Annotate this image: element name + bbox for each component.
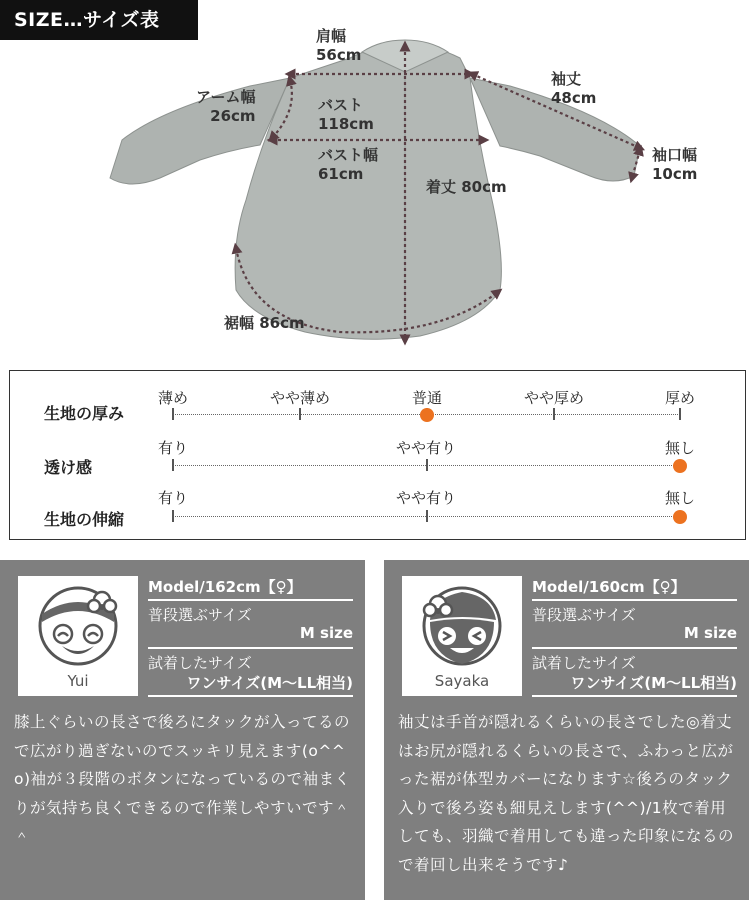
thickness-tick-mark <box>679 408 681 420</box>
divider <box>148 647 353 649</box>
thickness-tick-mark <box>172 408 174 420</box>
divider <box>148 695 353 697</box>
thickness-tick-mark <box>299 408 301 420</box>
bust-width-label: バスト幅 61cm <box>318 146 379 183</box>
transparency-tick-2: 無し <box>664 439 696 457</box>
avatar <box>18 576 138 696</box>
tried-size-value: ワンサイズ(M〜LL相当) <box>570 674 737 692</box>
staff-comment: 袖丈は手首が隠れるくらいの長さでした◎着丈はお尻が隠れるくらいの長さで、ふわっと広がった裾が体型カバーになります☆後ろのタック入りで後ろ姿も細見えします(^^)/1枚で着用しても、羽織で着用しても違った印象になるので着回し出来そうです♪ <box>398 713 735 874</box>
divider <box>532 695 737 697</box>
avatar-name: Yui <box>67 672 89 690</box>
transparency-label: 透け感 <box>44 458 93 477</box>
thickness-tick-3: やや厚め <box>523 389 585 407</box>
staff-comment: 膝上ぐらいの長さで後ろにタックが入ってるので広がり過ぎないのでスッキリ見えます(o^^o)袖が３段階のボタンになっているので袖まくりが気持ち良くできるので作業しやすいです＾＾ <box>14 713 351 845</box>
usual-size-label: 普段選ぶサイズ <box>532 606 636 624</box>
usual-size-value: M size <box>299 624 353 642</box>
staff-card-yui <box>0 560 365 900</box>
stretch-label: 生地の伸縮 <box>44 510 125 529</box>
arm-label: アーム幅 26cm <box>196 88 256 125</box>
transparency-tick-0: 有り <box>157 439 189 457</box>
model-info: Model/160cm【♀】 <box>532 578 686 596</box>
tried-size-label: 試着したサイズ <box>532 654 636 672</box>
stretch-tick-mark <box>426 510 428 522</box>
divider <box>532 647 737 649</box>
stretch-tick-mark <box>172 510 174 522</box>
size-header-tag: SIZE…サイズ表 <box>0 0 198 40</box>
transparency-tick-mark <box>426 459 428 471</box>
length-label: 着丈 80cm <box>426 178 507 196</box>
usual-size-value: M size <box>683 624 737 642</box>
thickness-selected-dot <box>420 408 434 422</box>
sleeve-label: 袖丈 48cm <box>551 70 597 107</box>
stretch-selected-dot <box>673 510 687 524</box>
staff-card-sayaka <box>384 560 749 900</box>
stretch-tick-0: 有り <box>157 489 189 507</box>
sayaka-face-icon <box>402 576 522 676</box>
cuff-label: 袖口幅 10cm <box>652 146 698 183</box>
divider <box>148 599 353 601</box>
bust-label: バスト 118cm <box>318 96 374 133</box>
fabric-scale-box <box>9 370 746 540</box>
stretch-tick-1: やや有り <box>395 489 457 507</box>
thickness-label: 生地の厚み <box>44 404 125 423</box>
stretch-tick-2: 無し <box>664 489 696 507</box>
thickness-tick-1: やや薄め <box>269 389 331 407</box>
thickness-tick-0: 薄め <box>157 389 189 407</box>
transparency-tick-1: やや有り <box>395 439 457 457</box>
usual-size-label: 普段選ぶサイズ <box>148 606 252 624</box>
hem-label: 裾幅 86cm <box>224 314 305 332</box>
avatar-name: Sayaka <box>434 672 490 690</box>
divider <box>532 599 737 601</box>
avatar <box>402 576 522 696</box>
shoulder-label: 肩幅 56cm <box>316 27 362 64</box>
transparency-selected-dot <box>673 459 687 473</box>
tried-size-label: 試着したサイズ <box>148 654 252 672</box>
thickness-tick-4: 厚め <box>664 389 696 407</box>
tried-size-value: ワンサイズ(M〜LL相当) <box>186 674 353 692</box>
model-info: Model/162cm【♀】 <box>148 578 302 596</box>
yui-face-icon <box>18 576 138 676</box>
thickness-tick-mark <box>553 408 555 420</box>
thickness-tick-2: 普通 <box>411 389 443 407</box>
transparency-tick-mark <box>172 459 174 471</box>
